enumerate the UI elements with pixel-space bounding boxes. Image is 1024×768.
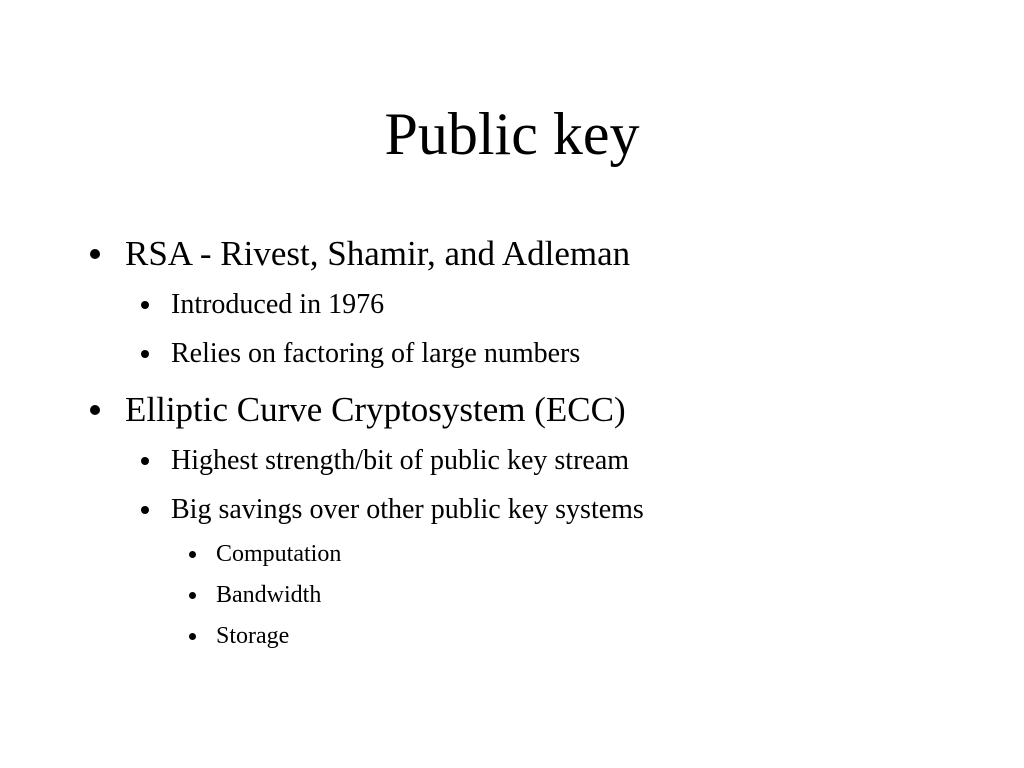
bullet-text: Relies on factoring of large numbers [171,338,581,369]
bullet-rsa-factoring [171,338,580,370]
bullet-storage [216,622,289,650]
bullet-dot-icon [141,301,149,309]
bullet-text: Introduced in 1976 [171,289,385,320]
slide-title: Public key [384,101,640,167]
bullet-text: Elliptic Curve Cryptosystem (ECC) [125,390,626,429]
bullet-dot-icon [189,592,196,599]
bullet-text: Storage [216,623,290,649]
bullet-dot-icon [189,551,196,558]
bullet-dot-icon [90,249,100,259]
bullet-ecc-strength [171,445,629,477]
bullet-bandwidth [216,581,321,609]
bullet-computation [216,540,341,568]
bullet-text: Highest strength/bit of public key stream [171,445,630,476]
bullet-dot-icon [189,633,196,640]
bullet-text: RSA - Rivest, Shamir, and Adleman [125,234,631,273]
bullet-text: Computation [216,541,342,567]
bullet-dot-icon [90,405,100,415]
bullet-dot-icon [141,350,149,358]
bullet-text: Bandwidth [216,582,322,608]
bullet-ecc [125,390,626,430]
bullet-ecc-savings [171,494,644,526]
bullet-dot-icon [141,506,149,514]
bullet-rsa [125,234,630,274]
bullet-text: Big savings over other public key systems [171,494,644,525]
bullet-rsa-introduced [171,289,384,321]
bullet-dot-icon [141,457,149,465]
